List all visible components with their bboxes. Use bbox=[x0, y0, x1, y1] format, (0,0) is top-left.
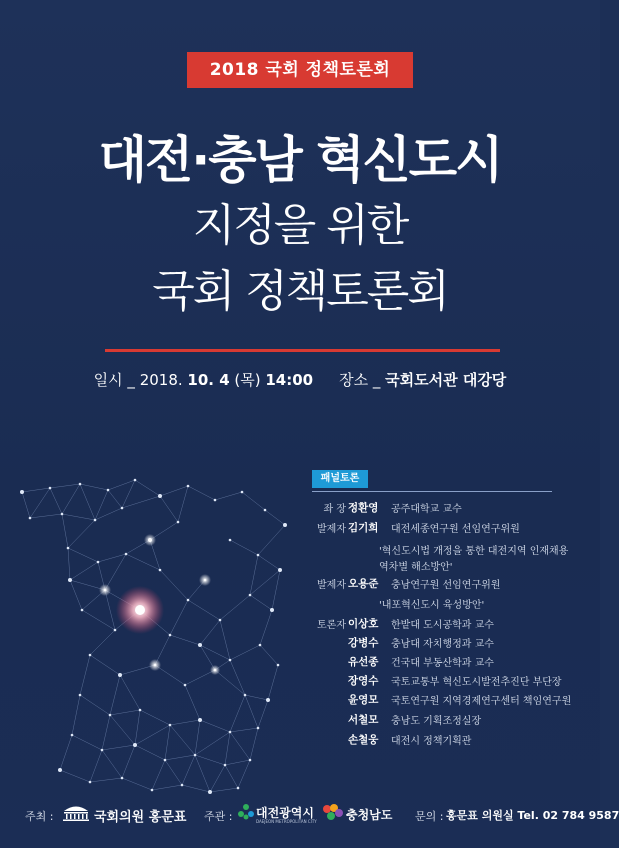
title-line-1: 대전·충남 혁신도시 bbox=[98, 131, 502, 189]
panelist-name: 손철웅 bbox=[348, 734, 379, 746]
network-node bbox=[158, 494, 162, 498]
panelist-name: 서철모 bbox=[348, 714, 379, 726]
network-node bbox=[151, 789, 154, 792]
network-node bbox=[184, 684, 187, 687]
presentation-title: '혁신도시법 개정을 통한 대전지역 인재채용 bbox=[379, 546, 569, 557]
network-node bbox=[257, 727, 260, 730]
panel-row bbox=[300, 558, 595, 576]
panelist-affiliation: 대전시 정책기획관 bbox=[391, 736, 472, 747]
panel-row bbox=[300, 654, 595, 672]
network-node bbox=[81, 609, 84, 612]
network-node bbox=[219, 619, 222, 622]
national-assembly-logo-icon bbox=[62, 804, 90, 825]
network-node bbox=[259, 644, 262, 647]
network-node bbox=[139, 709, 142, 712]
event-badge: 2018 국회 정책토론회 bbox=[187, 52, 413, 88]
host-label: 주최 : bbox=[25, 810, 54, 823]
network-node bbox=[270, 608, 274, 612]
network-node bbox=[20, 490, 24, 494]
panel-row bbox=[300, 576, 595, 594]
network-node bbox=[169, 724, 172, 727]
chungnam-logo-icon bbox=[322, 803, 344, 824]
network-node bbox=[229, 731, 232, 734]
panelist-affiliation: 충남연구원 선임연구위원 bbox=[391, 580, 501, 591]
host-name: 국회의원 홍문표 bbox=[94, 810, 187, 825]
contact-info: 홍문표 의원실 Tel. 02 784 9587 bbox=[446, 809, 619, 822]
panel-row bbox=[300, 712, 595, 730]
network-node bbox=[229, 659, 232, 662]
panelist-name: 유선종 bbox=[348, 656, 379, 668]
network-node bbox=[121, 507, 124, 510]
network-node bbox=[94, 519, 97, 522]
network-node bbox=[187, 485, 190, 488]
network-node bbox=[181, 784, 184, 787]
panel-role: 발제자 bbox=[317, 580, 346, 591]
network-node bbox=[229, 539, 232, 542]
network-node bbox=[249, 594, 252, 597]
network-node bbox=[224, 764, 227, 767]
network-node bbox=[198, 718, 202, 722]
daejeon-name: 대전광역시 bbox=[256, 806, 314, 820]
network-node bbox=[159, 569, 162, 572]
network-node bbox=[58, 768, 62, 772]
network-node bbox=[177, 521, 180, 524]
network-node bbox=[208, 790, 212, 794]
panel-role: 발제자 bbox=[317, 524, 346, 535]
network-node bbox=[61, 513, 64, 516]
place-value: 국회도서관 대강당 bbox=[385, 371, 507, 389]
time-value: 14:00 bbox=[265, 371, 314, 389]
date-value: 10. 4 bbox=[187, 371, 230, 389]
network-node bbox=[89, 654, 92, 657]
network-node bbox=[29, 517, 32, 520]
panelist-name: 윤영모 bbox=[348, 694, 379, 706]
network-node bbox=[109, 714, 112, 717]
network-node bbox=[79, 483, 82, 486]
presentation-title: '내포혁신도시 육성방안' bbox=[379, 600, 485, 611]
network-node bbox=[241, 491, 244, 494]
presentation-title: 역차별 해소방안' bbox=[379, 562, 453, 573]
network-node bbox=[198, 643, 202, 647]
network-node bbox=[68, 578, 72, 582]
network-node bbox=[187, 599, 190, 602]
contact-label: 문의 : bbox=[415, 810, 444, 823]
panel-row bbox=[300, 500, 595, 518]
panel-row bbox=[300, 732, 595, 750]
network-node bbox=[97, 561, 100, 564]
panel-row bbox=[300, 596, 595, 614]
network-node bbox=[266, 698, 270, 702]
network-node bbox=[101, 749, 104, 752]
panel-role: 좌 장 bbox=[323, 504, 346, 515]
network-node bbox=[79, 694, 82, 697]
panelist-affiliation: 공주대학교 교수 bbox=[391, 504, 462, 515]
daejeon-logo-icon bbox=[237, 803, 255, 824]
network-node bbox=[264, 509, 267, 512]
panelist-name: 정환영 bbox=[348, 502, 379, 514]
network-node bbox=[257, 554, 260, 557]
panelist-affiliation: 대전세종연구원 선임연구위원 bbox=[391, 524, 520, 535]
panel-tag: 패널토론 bbox=[312, 470, 368, 488]
network-node bbox=[244, 694, 247, 697]
network-node bbox=[164, 759, 167, 762]
network-node bbox=[237, 787, 240, 790]
network-node bbox=[169, 634, 172, 637]
panelist-name: 이상호 bbox=[348, 618, 379, 630]
title-line-2: 지정을 위한 bbox=[192, 200, 408, 251]
panelist-affiliation: 충남대 자치행정과 교수 bbox=[391, 639, 494, 650]
network-node bbox=[67, 547, 70, 550]
panel-role: 토론자 bbox=[317, 620, 346, 631]
event-info bbox=[0, 369, 600, 390]
panelist-affiliation: 한밭대 도시공학과 교수 bbox=[391, 620, 494, 631]
panel-divider bbox=[312, 491, 552, 492]
network-node bbox=[125, 553, 128, 556]
network-node bbox=[194, 754, 197, 757]
panelist-affiliation: 국토연구원 지역경제연구센터 책임연구원 bbox=[391, 696, 572, 707]
panel-row bbox=[300, 635, 595, 653]
korea-network-map bbox=[10, 470, 300, 805]
network-node bbox=[121, 777, 124, 780]
title-line-3: 국회 정책토론회 bbox=[152, 266, 448, 317]
panelist-affiliation: 건국대 부동산학과 교수 bbox=[391, 658, 494, 669]
network-node bbox=[283, 523, 287, 527]
panelist-name: 장영수 bbox=[348, 675, 379, 687]
network-node bbox=[134, 479, 137, 482]
panelist-name: 강병수 bbox=[348, 637, 379, 649]
footer bbox=[0, 800, 619, 830]
network-node bbox=[214, 499, 217, 502]
place-label: 장소 _ bbox=[339, 371, 386, 389]
panel-row bbox=[300, 616, 595, 634]
panel-row bbox=[300, 520, 595, 538]
panel-row bbox=[300, 692, 595, 710]
chungnam-name: 충청남도 bbox=[346, 808, 393, 822]
network-node bbox=[49, 487, 52, 490]
network-node bbox=[277, 664, 280, 667]
network-node bbox=[249, 759, 252, 762]
panelist-affiliation: 충남도 기획조정실장 bbox=[391, 716, 482, 727]
organizer-label: 주관 : bbox=[204, 810, 233, 823]
panelist-name: 오용준 bbox=[348, 578, 379, 590]
panel-row bbox=[300, 673, 595, 691]
divider-line bbox=[105, 349, 500, 352]
daejeon-name-en: DAEJEON METROPOLITAN CITY bbox=[256, 819, 317, 824]
network-node bbox=[114, 629, 117, 632]
date-label: 일시 _ 2018. bbox=[93, 371, 188, 389]
network-node bbox=[71, 734, 74, 737]
date-day: (목) bbox=[229, 371, 266, 389]
network-node bbox=[278, 568, 282, 572]
panelist-affiliation: 국토교통부 혁신도시발전추진단 부단장 bbox=[391, 677, 562, 688]
network-node bbox=[89, 781, 92, 784]
panelist-name: 김기희 bbox=[348, 522, 379, 534]
network-node bbox=[133, 743, 137, 747]
network-node bbox=[107, 489, 110, 492]
network-node bbox=[118, 673, 122, 677]
